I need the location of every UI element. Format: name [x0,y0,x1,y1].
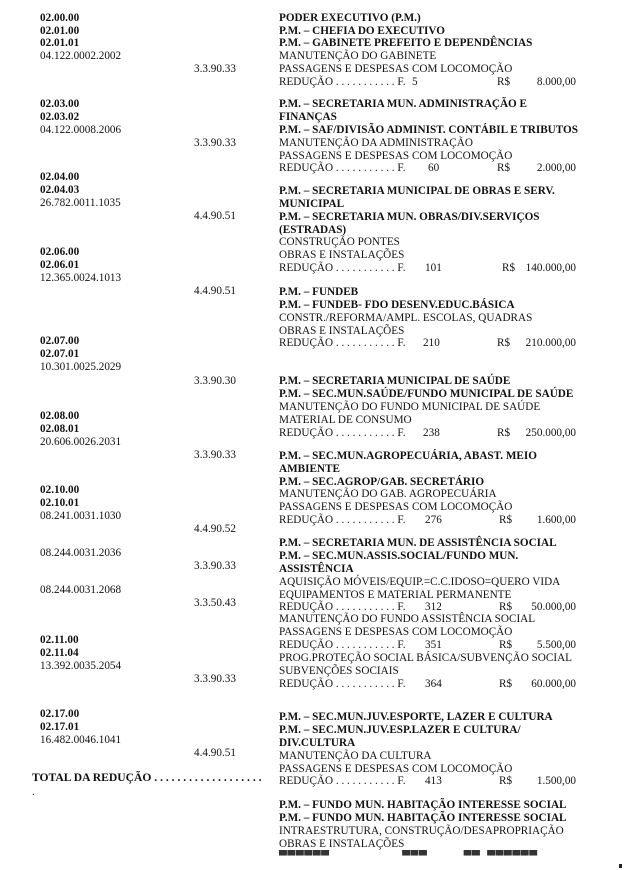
fonte-number: 101 [425,262,442,274]
reduction-line [279,427,576,440]
org-heading: P.M. – FUNDO MUN. HABITAÇÃO INTERESSE SOCIAL [279,799,567,811]
org-heading: P.M. – SECRETARIA MUN. OBRAS/DIV.SERVIÇOS [279,211,540,223]
page-edge-mark [619,864,622,868]
expense-description: PASSAGENS E DESPESAS COM LOCOMOÇÃO [279,626,513,638]
org-heading: P.M. – SECRETARIA MUN. DE ASSISTÊNCIA SOCIAL [279,537,557,549]
reduction-value: 8.000,00 [536,76,576,88]
fonte-number: 210 [423,337,440,349]
currency-symbol: R$ [499,514,513,526]
org-heading: P.M. – SECRETARIA MUNICIPAL DE SAÚDE [279,375,511,387]
reduction-label: REDUÇÃO . . . . . . . . . . . F. [279,639,406,651]
currency-symbol: R$ [497,337,511,349]
reduction-value: 1.500,00 [536,775,576,787]
fonte-number: 312 [425,601,442,613]
reduction-value: 210.000,00 [525,337,576,349]
reduction-value: 250.000,00 [525,427,576,439]
unit-code: 02.08.01 [40,423,80,435]
reduction-line [279,514,576,527]
currency-symbol: R$ [497,427,511,439]
org-heading: P.M. – GABINETE PREFEITO E DEPENDÊNCIAS [279,37,533,49]
fonte-number: 364 [425,678,442,690]
org-heading: AMBIENTE [279,463,340,475]
org-heading: MUNICIPAL [279,198,345,210]
org-heading: P.M. – SAF/DIVISÃO ADMINIST. CONTÁBIL E TRIBUTOS [279,124,578,136]
unit-code: 02.11.04 [40,647,79,659]
program-code: 08.244.0031.2036 [40,547,122,559]
element-code: 3.3.90.33 [194,63,236,75]
program-code: 16.482.0046.1041 [40,734,122,746]
org-heading: P.M. – SEC.MUN.ASSIS.SOCIAL/FUNDO MUN. [279,550,519,562]
cutoff-reduction-line [279,850,579,856]
org-heading: P.M. – FUNDEB- FDO DESENV.EDUC.BÁSICA [279,299,515,311]
program-code: 10.301.0025.2029 [40,361,122,373]
fonte-number: 276 [425,514,442,526]
currency-symbol: R$ [502,262,516,274]
action-description: INTRAESTRUTURA, CONSTRUÇÃO/DESAPROPRIAÇÃO [279,825,564,837]
program-code: 12.365.0024.1013 [40,272,122,284]
org-heading: PODER EXECUTIVO (P.M.) [279,12,421,24]
reduction-value: 140.000,00 [525,262,576,274]
action-description: CONSTRUÇÃO PONTES [279,236,400,248]
reduction-label: REDUÇÃO . . . . . . . . . . . F. [279,262,406,274]
fonte-number: 238 [423,427,440,439]
action-description: MANUTENÇÃO DO GABINETE [279,50,437,62]
element-code: 4.4.90.51 [194,210,236,222]
unit-code: 02.06.01 [40,259,80,271]
currency-symbol: R$ [499,639,513,651]
reduction-line [279,76,576,89]
fonte-number: 413 [425,775,442,787]
currency-symbol: R$ [499,601,513,613]
org-heading: P.M. – CHEFIA DO EXECUTIVO [279,25,445,37]
expense-description: OBRAS E INSTALAÇÕES [279,325,405,337]
element-code: 4.4.90.51 [194,747,236,759]
unit-code: 02.01.01 [40,37,80,49]
action-description: MANUTENÇÃO DO FUNDO ASSISTÊNCIA SOCIAL [279,613,536,625]
program-code: 26.782.0011.1035 [40,197,121,209]
reduction-line [279,162,576,175]
program-code: 04.122.0002.2002 [40,50,122,62]
org-heading: P.M. – SEC.MUN.SAÚDE/FUNDO MUNICIPAL DE SAÚDE [279,388,574,400]
unit-code: 02.11.00 [40,634,79,646]
reduction-label: REDUÇÃO . . . . . . . . . . . F. [279,76,406,88]
org-heading: P.M. – FUNDO MUN. HABITAÇÃO INTERESSE SOCIAL [279,812,567,824]
reduction-line [279,262,576,275]
org-heading: ASSISTÊNCIA [279,563,354,575]
org-heading: P.M. – SEC.MUN.AGROPECUÁRIA, ABAST. MEIO [279,450,537,462]
unit-code: 02.10.00 [40,484,80,496]
program-code: 08.244.0031.2068 [40,584,122,596]
unit-code: 02.04.00 [40,171,80,183]
unit-code: 02.01.00 [40,25,80,37]
program-code: 08.241.0031.1030 [40,510,122,522]
action-description: MANUTENÇÃO DO GAB. AGROPECUÁRIA [279,488,497,500]
total-reduction-continuation: . [32,786,35,798]
unit-code: 02.03.02 [40,111,80,123]
org-heading: P.M. – SECRETARIA MUN. ADMINISTRAÇÃO E [279,98,528,110]
org-heading: P.M. – SEC.AGROP/GAB. SECRETÁRIO [279,476,485,488]
action-description: AQUISIÇÃO MÓVEIS/EQUIP.=C.C.IDOSO=QUERO VIDA [279,576,561,588]
action-description: MANUTENÇÃO DA CULTURA [279,750,432,762]
reduction-value: 2.000,00 [536,162,576,174]
unit-code: 02.03.00 [40,98,80,110]
program-code: 04.122.0008.2006 [40,124,122,136]
reduction-line [279,678,576,691]
org-heading: FINANÇAS [279,111,337,123]
expense-description: OBRAS E INSTALAÇÕES [279,249,405,261]
org-heading: P.M. – SEC.MUN.JUV.ESP.LAZER E CULTURA/ [279,724,521,736]
reduction-line [279,775,576,788]
unit-code: 02.00.00 [40,12,80,24]
reduction-value: 60.000,00 [531,678,576,690]
expense-description: PASSAGENS E DESPESAS COM LOCOMOÇÃO [279,150,513,162]
program-code: 20.606.0026.2031 [40,436,122,448]
action-description: CONSTR./REFORMA/AMPL. ESCOLAS, QUADRAS [279,312,533,324]
reduction-value: 1.600,00 [536,514,576,526]
total-reduction-label: TOTAL DA REDUÇÃO . . . . . . . . . . . . . . . . . . . [32,771,262,784]
action-description: PROG.PROTEÇÃO SOCIAL BÁSICA/SUBVENÇÃO SOCIAL [279,652,572,664]
element-code: 4.4.90.51 [194,285,236,297]
element-code: 3.3.90.33 [194,673,236,685]
reduction-label: REDUÇÃO . . . . . . . . . . . F. [279,678,406,690]
reduction-label: REDUÇÃO . . . . . . . . . . . F. [279,337,406,349]
expense-description: EQUIPAMENTOS E MATERIAL PERMANENTE [279,589,512,601]
unit-code: 02.06.00 [40,246,80,258]
element-code: 3.3.90.33 [194,137,236,149]
expense-description: MATERIAL DE CONSUMO [279,414,412,426]
reduction-value: 5.500,00 [536,639,576,651]
unit-code: 02.17.01 [40,721,80,733]
action-description: MANUTENÇÃO DO FUNDO MUNICIPAL DE SAÚDE [279,401,541,413]
currency-symbol: R$ [497,162,511,174]
unit-code: 02.07.01 [40,348,80,360]
unit-code: 02.07.00 [40,335,80,347]
reduction-line [279,639,576,652]
unit-code: 02.08.00 [40,410,80,422]
org-heading: P.M. – FUNDEB [279,286,359,298]
unit-code: 02.04.03 [40,184,80,196]
org-heading: DIV.CULTURA [279,737,356,749]
cutoff-text: ▀▀▀▀▀▀ ▀▀▀ ▀▀ ▀▀▀▀▀▀ [279,850,538,856]
reduction-label: REDUÇÃO . . . . . . . . . . . F. [279,427,406,439]
element-code: 4.4.90.52 [194,523,236,535]
action-description: MANUTENÇÃO DA ADMINISTRAÇÃO [279,137,473,149]
reduction-label: REDUÇÃO . . . . . . . . . . . F. [279,162,406,174]
element-code: 3.3.50.43 [194,597,236,609]
org-heading: (ESTRADAS) [279,224,347,236]
reduction-value: 50.000,00 [531,601,576,613]
reduction-line [279,337,576,350]
fonte-number: 5 [412,76,418,88]
currency-symbol: R$ [497,76,511,88]
reduction-label: REDUÇÃO . . . . . . . . . . . F. [279,601,406,613]
reduction-label: REDUÇÃO . . . . . . . . . . . F. [279,775,406,787]
unit-code: 02.10.01 [40,497,80,509]
org-heading: P.M. – SEC.MUN.JUV.ESPORTE, LAZER E CULTURA [279,711,553,723]
expense-description: PASSAGENS E DESPESAS COM LOCOMOÇÃO [279,501,513,513]
element-code: 3.3.90.33 [194,449,236,461]
program-code: 13.392.0035.2054 [40,660,122,672]
expense-description: PASSAGENS E DESPESAS COM LOCOMOÇÃO [279,63,513,75]
element-code: 3.3.90.30 [194,375,236,387]
fonte-number: 60 [428,162,440,174]
expense-description: PASSAGENS E DESPESAS COM LOCOMOÇÃO [279,763,513,775]
expense-description: SUBVENÇÕES SOCIAIS [279,665,399,677]
expense-description: OBRAS E INSTALAÇÕES [279,838,405,850]
org-heading: P.M. – SECRETARIA MUNICIPAL DE OBRAS E SERV. [279,185,555,197]
element-code: 3.3.90.33 [194,560,236,572]
fonte-number: 351 [425,639,442,651]
unit-code: 02.17.00 [40,708,80,720]
currency-symbol: R$ [499,678,513,690]
currency-symbol: R$ [499,775,513,787]
reduction-label: REDUÇÃO . . . . . . . . . . . F. [279,514,406,526]
